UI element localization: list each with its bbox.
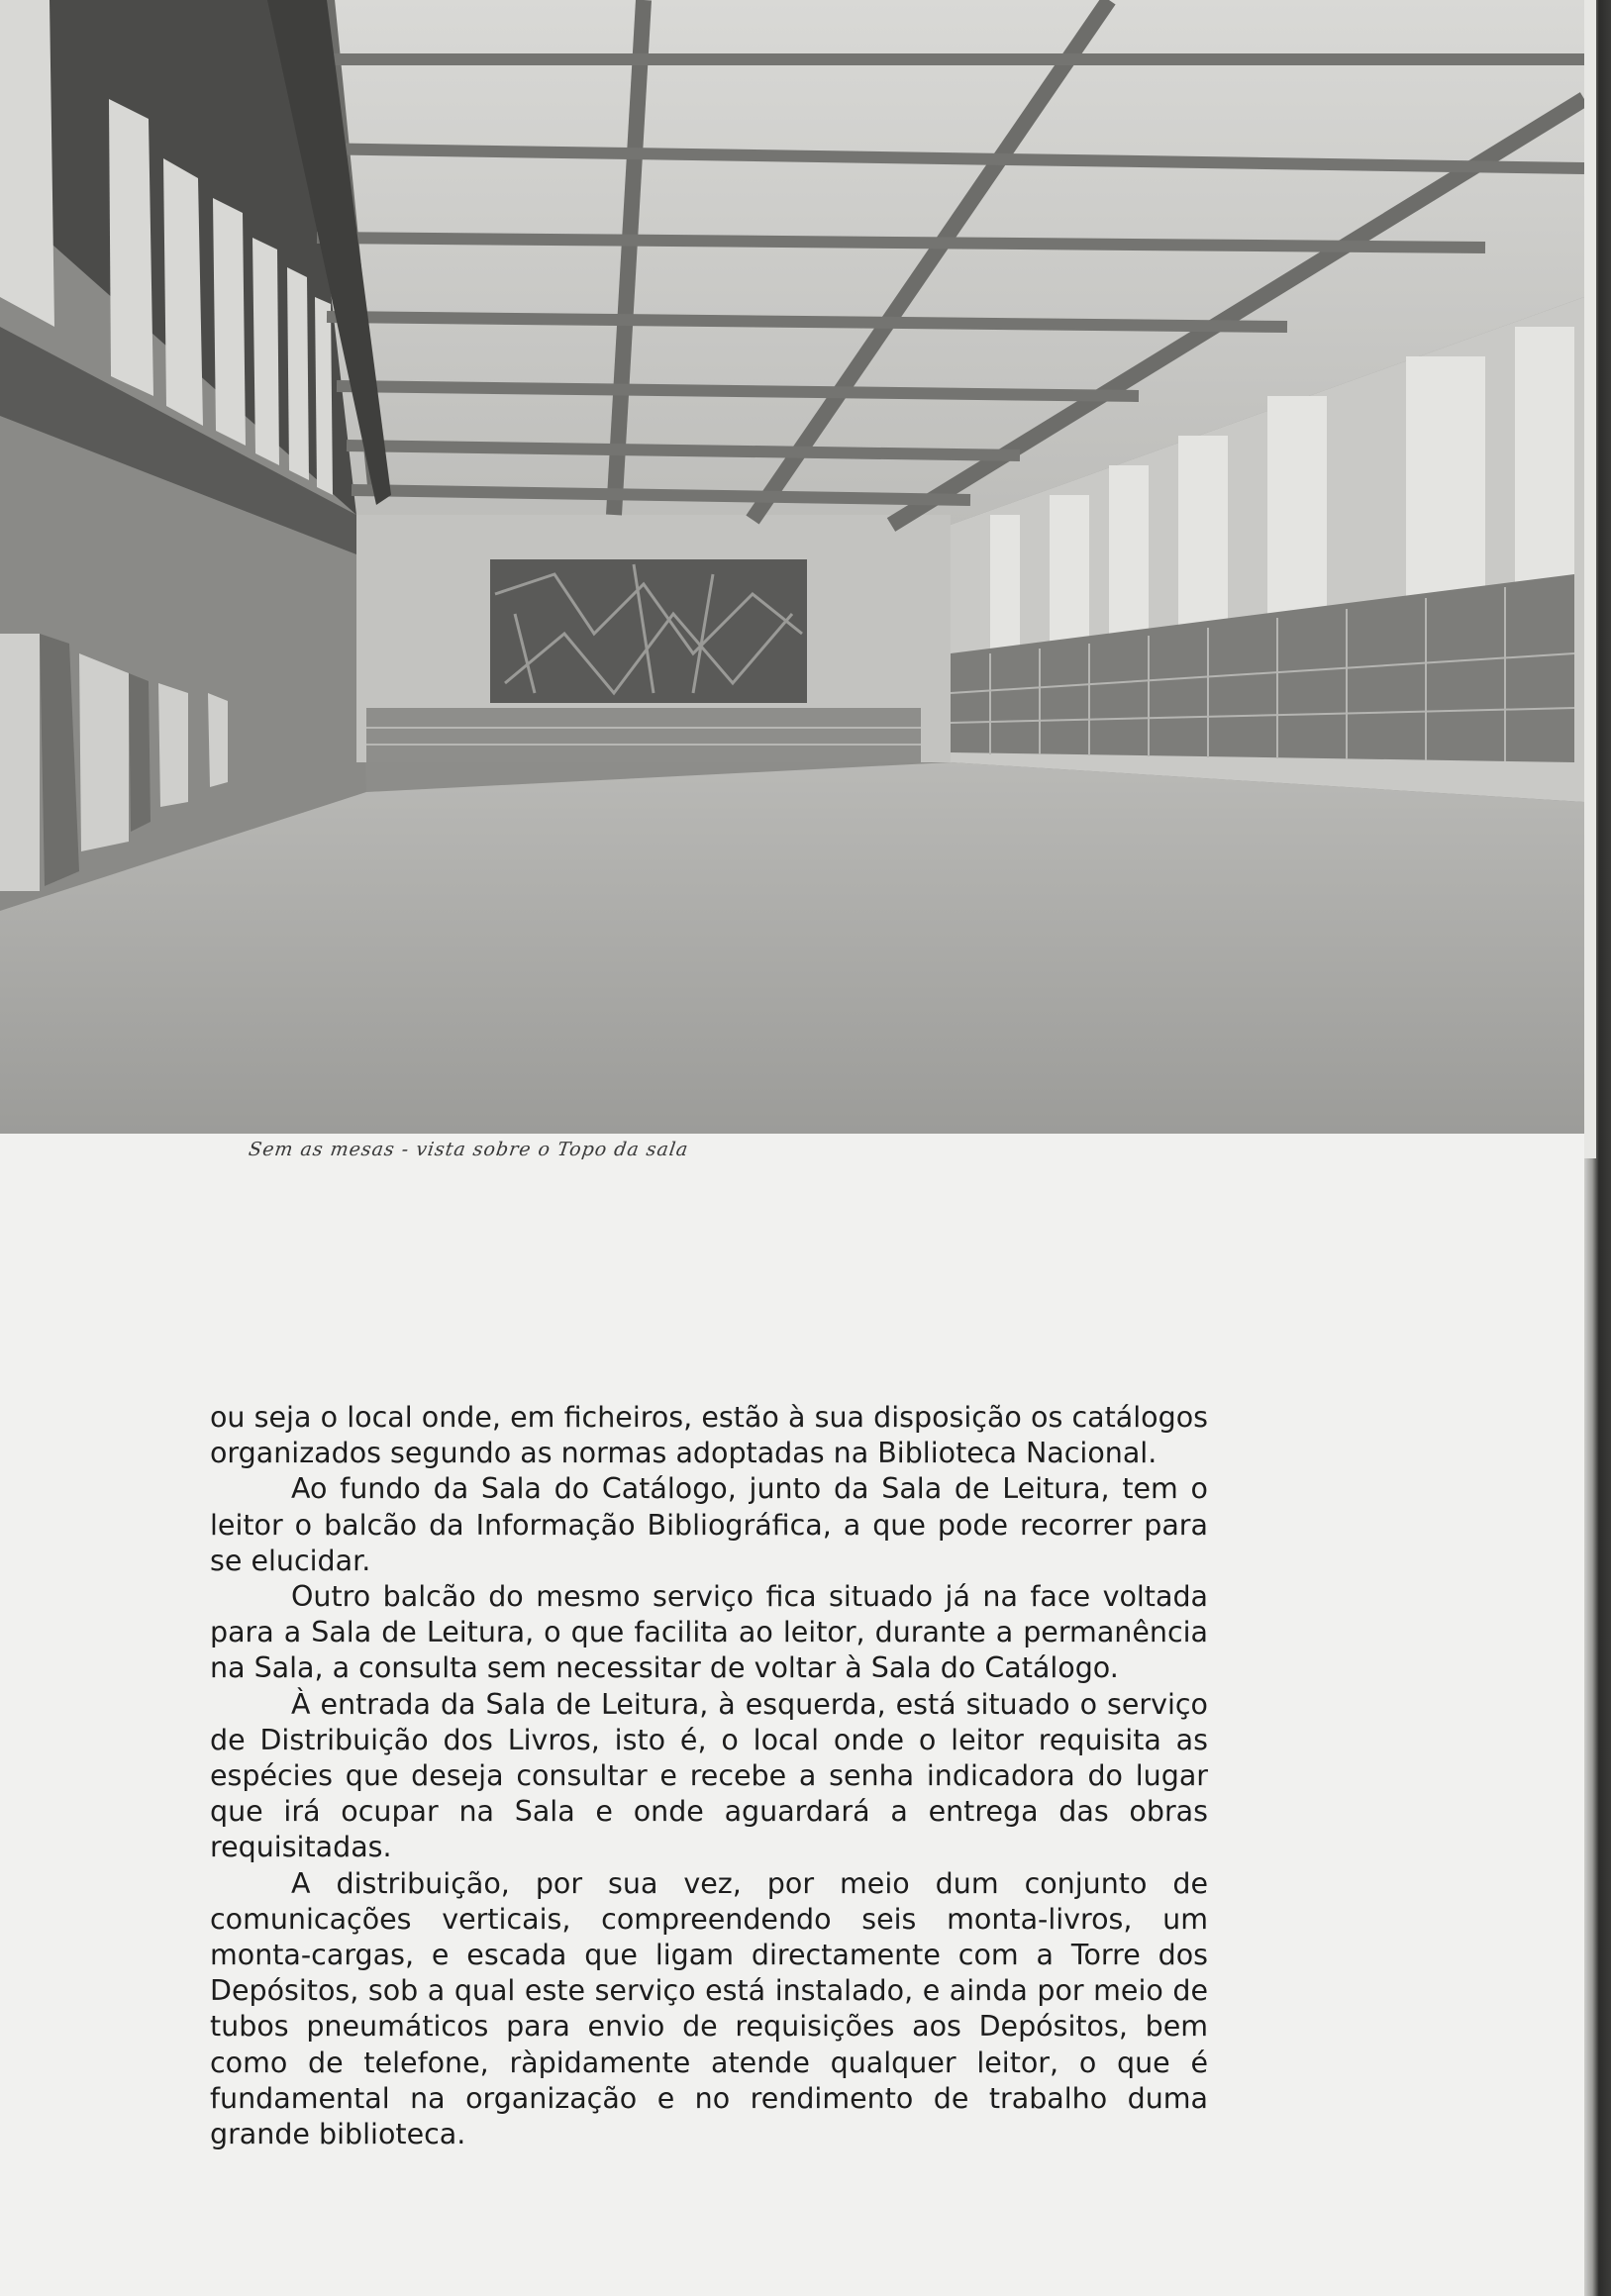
adjacent-page-edge [1584,0,1611,2296]
library-hall-photo [0,0,1584,1134]
paragraph-5: A distribuição, por sua vez, por meio dum conjunto de comunicações verticais, compreendendo seis monta-livros, um monta-cargas, e escada que ligam directamente com a Torre dos Depósitos, sob a qual este serviço está instalado, e ainda por meio de tubos pneumáticos para envio de requisições aos Depósitos, bem como de telefone, ràpidamente atende qualquer leitor, o que é fundamental na organização e no rendimento de trabalho duma grande biblioteca. [210,1866,1208,2151]
paragraph-1: ou seja o local onde, em ficheiros, estão à sua disposição os catálogos organizados segundo as normas adoptadas na Biblioteca Nacional. [210,1401,1208,1470]
paragraph-4: À entrada da Sala de Leitura, à esquerda, está situado o serviço de Distribuição dos Livros, isto é, o local onde o leitor requisita as espécies que deseja consultar e recebe a senha indicadora do lugar que irá ocupar na Sala e onde aguardará a entrega das obras requisitadas. [210,1687,1208,1864]
paragraph-2: Ao fundo da Sala do Catálogo, junto da Sala de Leitura, tem o leitor o balcão da Informação Bibliográfica, a que pode recorrer para se elucidar. [210,1472,1208,1577]
body-text [210,1400,1208,2152]
page-edge-light [1584,0,1596,1158]
handwritten-caption: Sem as mesas - vista sobre o Topo da sala [247,1139,690,1160]
photo-illustration [0,0,1584,1134]
paragraph-3: Outro balcão do mesmo serviço fica situado já na face voltada para a Sala de Leitura, o que facilita ao leitor, durante a permanência na Sala, a consulta sem necessitar de voltar à Sala do Catálogo. [210,1580,1208,1685]
